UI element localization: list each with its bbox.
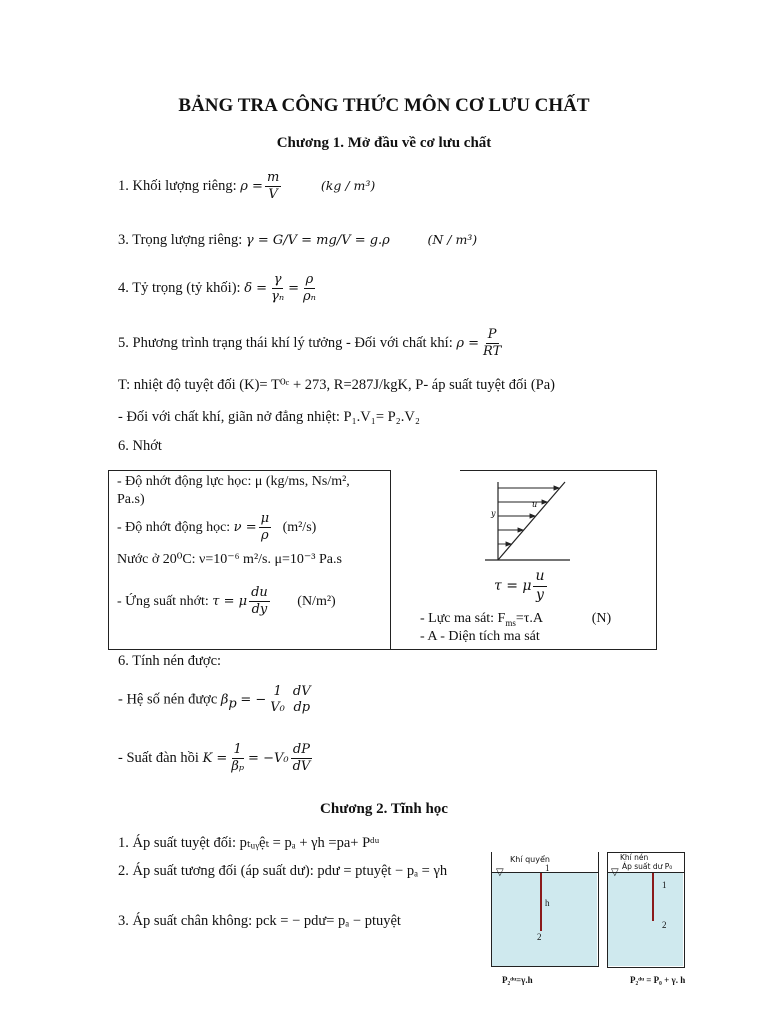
- water-viscosity-line: Nước ở 20⁰C: ν=10⁻⁶ m²/s. μ=10⁻³ Pa.s: [117, 552, 342, 567]
- friction-force-line: [420, 611, 611, 628]
- table-middle-border: [390, 470, 391, 650]
- friction-rest: =τ.A: [515, 611, 543, 626]
- coef-eq: = −: [240, 692, 267, 708]
- dynamic-viscosity-line: - Độ nhớt động lực học: μ (kg/ms, Ns/m²,: [117, 474, 350, 489]
- coef-num: 1: [273, 684, 282, 699]
- compressibility-heading: 6. Tính nén được:: [118, 653, 222, 669]
- ideal-gas-formula: [118, 327, 505, 361]
- density-label: 1. Khối lượng riêng:: [118, 178, 237, 195]
- compressibility-coef-label: - Hệ số nén được: [118, 691, 218, 708]
- ideal-gas-num: P: [486, 327, 499, 344]
- shear-stress-linear: [494, 568, 549, 604]
- rd-den2: ρₙ: [303, 289, 316, 305]
- friction-sub: ms: [505, 617, 516, 628]
- kinematic-viscosity-label: - Độ nhớt động học:: [117, 519, 231, 535]
- tank2-label-1: Khí nén: [620, 853, 649, 862]
- density-den: V: [268, 187, 278, 203]
- relative-density-label: 4. Tỷ trọng (tỷ khối):: [118, 280, 241, 297]
- friction-unit: (N): [591, 611, 612, 626]
- friction-label: - Lực ma sát: F: [420, 611, 506, 626]
- density-num: m: [265, 170, 281, 187]
- tank1-point2: 2: [537, 932, 542, 942]
- table-top-border-right: [460, 470, 657, 471]
- viscous-stress: [117, 585, 336, 619]
- absolute-pressure-line: 1. Áp suất tuyệt đối: pₜᵤᵧệₜ = pₐ + γh =pa+ Pᵈᵘ: [118, 835, 380, 851]
- dynamic-viscosity-line-2: Pa.s): [117, 492, 145, 507]
- elastic-eq: = −V₀: [248, 751, 289, 767]
- isothermal-note: - Đối với chất khí, giãn nở đẳng nhiệt: P₁.V₁= P₂.V₂: [118, 409, 420, 425]
- elastic-lhs: K =: [202, 751, 228, 767]
- coef-sub: p: [228, 696, 237, 712]
- relative-density-lhs: δ =: [244, 281, 268, 297]
- density-formula: [118, 170, 375, 204]
- rd-num2: ρ: [304, 272, 316, 289]
- kinematic-viscosity-lhs: ν =: [233, 519, 257, 535]
- elastic-num: 1: [232, 742, 244, 759]
- tau-den: y: [536, 586, 544, 603]
- ideal-gas-lhs: ρ =: [456, 336, 480, 352]
- tank2-label-2: Áp suất dư P₀: [622, 862, 673, 871]
- elastic-den: βₚ: [231, 759, 245, 775]
- table-bottom-border: [108, 649, 657, 650]
- tau-lhs: τ = μ: [494, 578, 532, 594]
- chapter-2-heading: Chương 2. Tĩnh học: [320, 801, 448, 817]
- tank2-surface: [608, 872, 684, 873]
- friction-area-line: - A - Diện tích ma sát: [420, 629, 540, 644]
- rd-num1: γ: [272, 272, 284, 289]
- tank2-point2: 2: [662, 920, 667, 930]
- rd-den1: γₙ: [271, 289, 285, 305]
- tank1-depth-line: [540, 873, 542, 931]
- page-title: BẢNG TRA CÔNG THỨC MÔN CƠ LƯU CHẤT: [178, 95, 590, 116]
- tank2-surface-icon: ▽: [611, 867, 619, 878]
- relative-density-formula: [118, 272, 320, 306]
- kv-den: ρ: [261, 528, 269, 544]
- tank2-caption: P₂ᵈᵘ = P₀ + γ. h: [630, 975, 686, 985]
- ideal-gas-label: 5. Phương trình trạng thái khí lý tưởng - Đối với chất khí:: [118, 335, 453, 352]
- diagram-velocity-arrows: [498, 486, 559, 546]
- tank1-h-label: h: [545, 898, 550, 908]
- viscous-stress-lhs: τ = μ: [212, 593, 248, 609]
- density-lhs: ρ =: [240, 179, 263, 195]
- table-top-border-left: [108, 470, 390, 471]
- vacuum-pressure-line: 3. Áp suất chân không: pck = − pdư= pₐ − ptuyệt: [118, 913, 401, 929]
- coef-num2: dV: [292, 684, 311, 699]
- coef-den: V₀: [270, 700, 285, 716]
- velocity-profile-diagram: [480, 474, 580, 564]
- tank2-point1: 1: [662, 880, 667, 890]
- gauge-pressure-line: 2. Áp suất tương đối (áp suất dư): pdư = ptuyệt − pₐ = γh: [118, 863, 448, 879]
- viscous-stress-unit: (N/m²): [297, 593, 336, 609]
- temperature-note: T: nhiệt độ tuyệt đối (K)= T⁰ᶜ + 273, R=287J/kgK, P- áp suất tuyệt đối (Pa): [118, 377, 556, 393]
- bulk-modulus: [118, 742, 314, 776]
- tank1-label: Khí quyển: [510, 855, 550, 864]
- compressibility-coef: [118, 684, 315, 717]
- density-unit: (kg / m³): [320, 178, 376, 194]
- specific-weight-unit: (N / m³): [427, 232, 478, 247]
- specific-weight-label: 3. Trọng lượng riêng:: [118, 232, 243, 248]
- vs-den: dy: [251, 602, 268, 618]
- tank1-caption: P₂ᵈᵘ=γ.h: [502, 975, 533, 985]
- diagram-y-label: y: [491, 509, 496, 518]
- coef-lhs: β: [220, 692, 229, 708]
- chapter-1-heading: Chương 1. Mở đầu về cơ lưu chất: [276, 135, 492, 151]
- vs-num: du: [249, 585, 270, 602]
- diagram-u-label: u: [532, 500, 538, 509]
- kinematic-viscosity: [117, 511, 316, 545]
- tank1-surface-icon: ▽: [496, 867, 504, 878]
- elastic-den2: dV: [292, 759, 311, 775]
- coef-den2: dp: [293, 700, 311, 716]
- elastic-num2: dP: [291, 742, 312, 759]
- viscosity-heading: 6. Nhớt: [118, 438, 162, 454]
- tank2-depth-line: [652, 873, 654, 921]
- ideal-gas-den: RT: [483, 344, 502, 360]
- diagram-profile-line: [498, 482, 565, 560]
- rd-eq: =: [288, 281, 300, 297]
- kinematic-viscosity-unit: (m²/s): [282, 519, 317, 535]
- specific-weight-expr: γ = G/V = mg/V = g.ρ: [245, 233, 390, 248]
- tank1-point1: 1: [545, 863, 550, 873]
- tau-num: u: [533, 568, 546, 587]
- kv-num: μ: [259, 511, 271, 528]
- bulk-modulus-label: - Suất đàn hồi: [118, 750, 199, 767]
- specific-weight-formula: [118, 232, 477, 249]
- viscous-stress-label: - Ứng suất nhớt:: [117, 593, 209, 609]
- table-right-border: [656, 470, 657, 650]
- table-left-border: [108, 470, 109, 650]
